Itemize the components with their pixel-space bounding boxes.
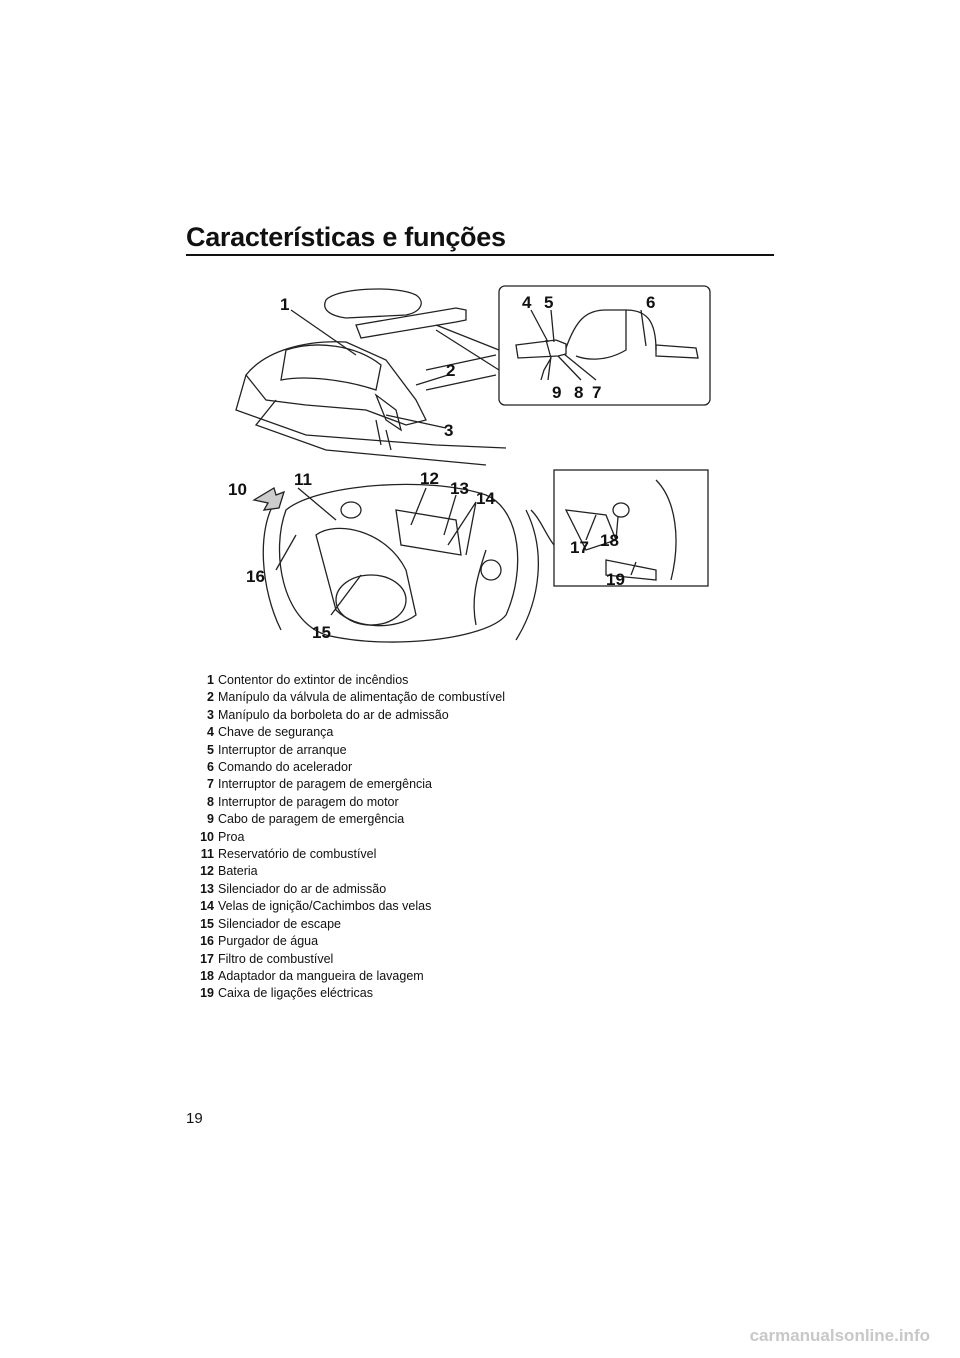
handlebar-shape: [356, 308, 466, 338]
callout-16: 16: [246, 567, 265, 586]
callout-15: 15: [312, 623, 331, 642]
legend-item: 12 Bateria: [200, 864, 258, 879]
legend-item: 8 Interruptor de paragem do motor: [207, 794, 399, 809]
legend-item: 2 Manípulo da válvula de alimentação de combustível: [207, 690, 505, 705]
handlebar-pad-shape: [325, 289, 422, 318]
handlebar-right-curve: [626, 310, 656, 350]
callout-6: 6: [646, 293, 656, 312]
legend-item: 18 Adaptador da mangueira de lavagem: [200, 968, 424, 983]
legend-item: 4 Chave de segurança: [207, 725, 334, 740]
callout-1: 1: [280, 295, 290, 314]
leaders-7-8-9: [548, 354, 596, 380]
inset-leader-lower: [531, 510, 554, 545]
legend-item: 5 Interruptor de arranque: [207, 742, 347, 757]
callout-7: 7: [592, 383, 602, 402]
callout-9: 9: [552, 383, 562, 402]
page-title: Características e funções: [186, 222, 506, 252]
leader-1: [291, 310, 356, 355]
cable-lines: [376, 420, 391, 450]
fuel-cap-shape: [341, 502, 361, 518]
legend-item: 14 Velas de ignição/Cachimbos das velas: [200, 899, 432, 914]
handlebar-center-shape: [566, 310, 626, 359]
callout-12: 12: [420, 469, 439, 488]
engine-inset-frame: [554, 470, 708, 586]
muffler-end-shape: [336, 575, 406, 625]
seat-cowl-shape: [246, 342, 426, 425]
legend-item: 15 Silenciador de escape: [200, 916, 341, 931]
callout-17: 17: [570, 538, 589, 557]
legend-item: 13 Silenciador do ar de admissão: [200, 881, 387, 896]
right-grip-shape: [656, 345, 698, 358]
arrow-curve: [474, 550, 486, 625]
watermark: carmanualsonline.info: [749, 1326, 930, 1345]
bow-arrow-icon: [254, 488, 284, 510]
callout-18: 18: [600, 531, 619, 550]
steering-shape: [281, 345, 381, 390]
legend-item: 7 Interruptor de paragem de emergência: [207, 777, 433, 792]
callout-8: 8: [574, 383, 584, 402]
legend-item: 3 Manípulo da borboleta do ar de admissão: [207, 707, 449, 722]
page-number: 19: [186, 1110, 203, 1127]
plug-cap-shape: [481, 560, 501, 580]
callout-4: 4: [522, 293, 532, 312]
lanyard-shape: [541, 340, 551, 380]
left-grip-shape: [516, 340, 566, 358]
legend-item: 10 Proa: [200, 829, 245, 844]
jet-ski-diagram: [186, 270, 774, 670]
callout-10: 10: [228, 480, 247, 499]
leader-15: [331, 575, 361, 615]
diagram-svg: [186, 270, 774, 670]
deck-lines: [263, 500, 538, 640]
callout-13: 13: [450, 479, 469, 498]
legend-item: 9 Cabo de paragem de emergência: [207, 812, 405, 827]
leader-2: [416, 375, 448, 385]
inset-hull-line: [656, 480, 676, 580]
choke-knob-shape: [376, 395, 401, 430]
side-lines: [426, 355, 496, 390]
callout-3: 3: [444, 421, 454, 440]
callout-11: 11: [294, 470, 312, 489]
parts-legend: [186, 672, 506, 1003]
callout-5: 5: [544, 293, 554, 312]
legend-item: 1 Contentor do extintor de incêndios: [207, 673, 409, 687]
legend-item: 17 Filtro de combustível: [200, 951, 334, 966]
legend-item: 19 Caixa de ligações eléctricas: [200, 986, 373, 1001]
leaders-11-14: [298, 488, 476, 555]
title-rule: [186, 254, 774, 256]
callout-19: 19: [606, 570, 625, 589]
legend-item: 16 Purgador de água: [200, 934, 319, 949]
legend-item: 6 Comando do acelerador: [207, 760, 353, 775]
intake-silencer-shape: [396, 510, 461, 555]
flush-adapter-shape: [613, 503, 629, 517]
legend-item: 11 Reservatório de combustível: [200, 847, 377, 862]
callout-2: 2: [446, 361, 456, 380]
callout-14: 14: [476, 489, 495, 508]
